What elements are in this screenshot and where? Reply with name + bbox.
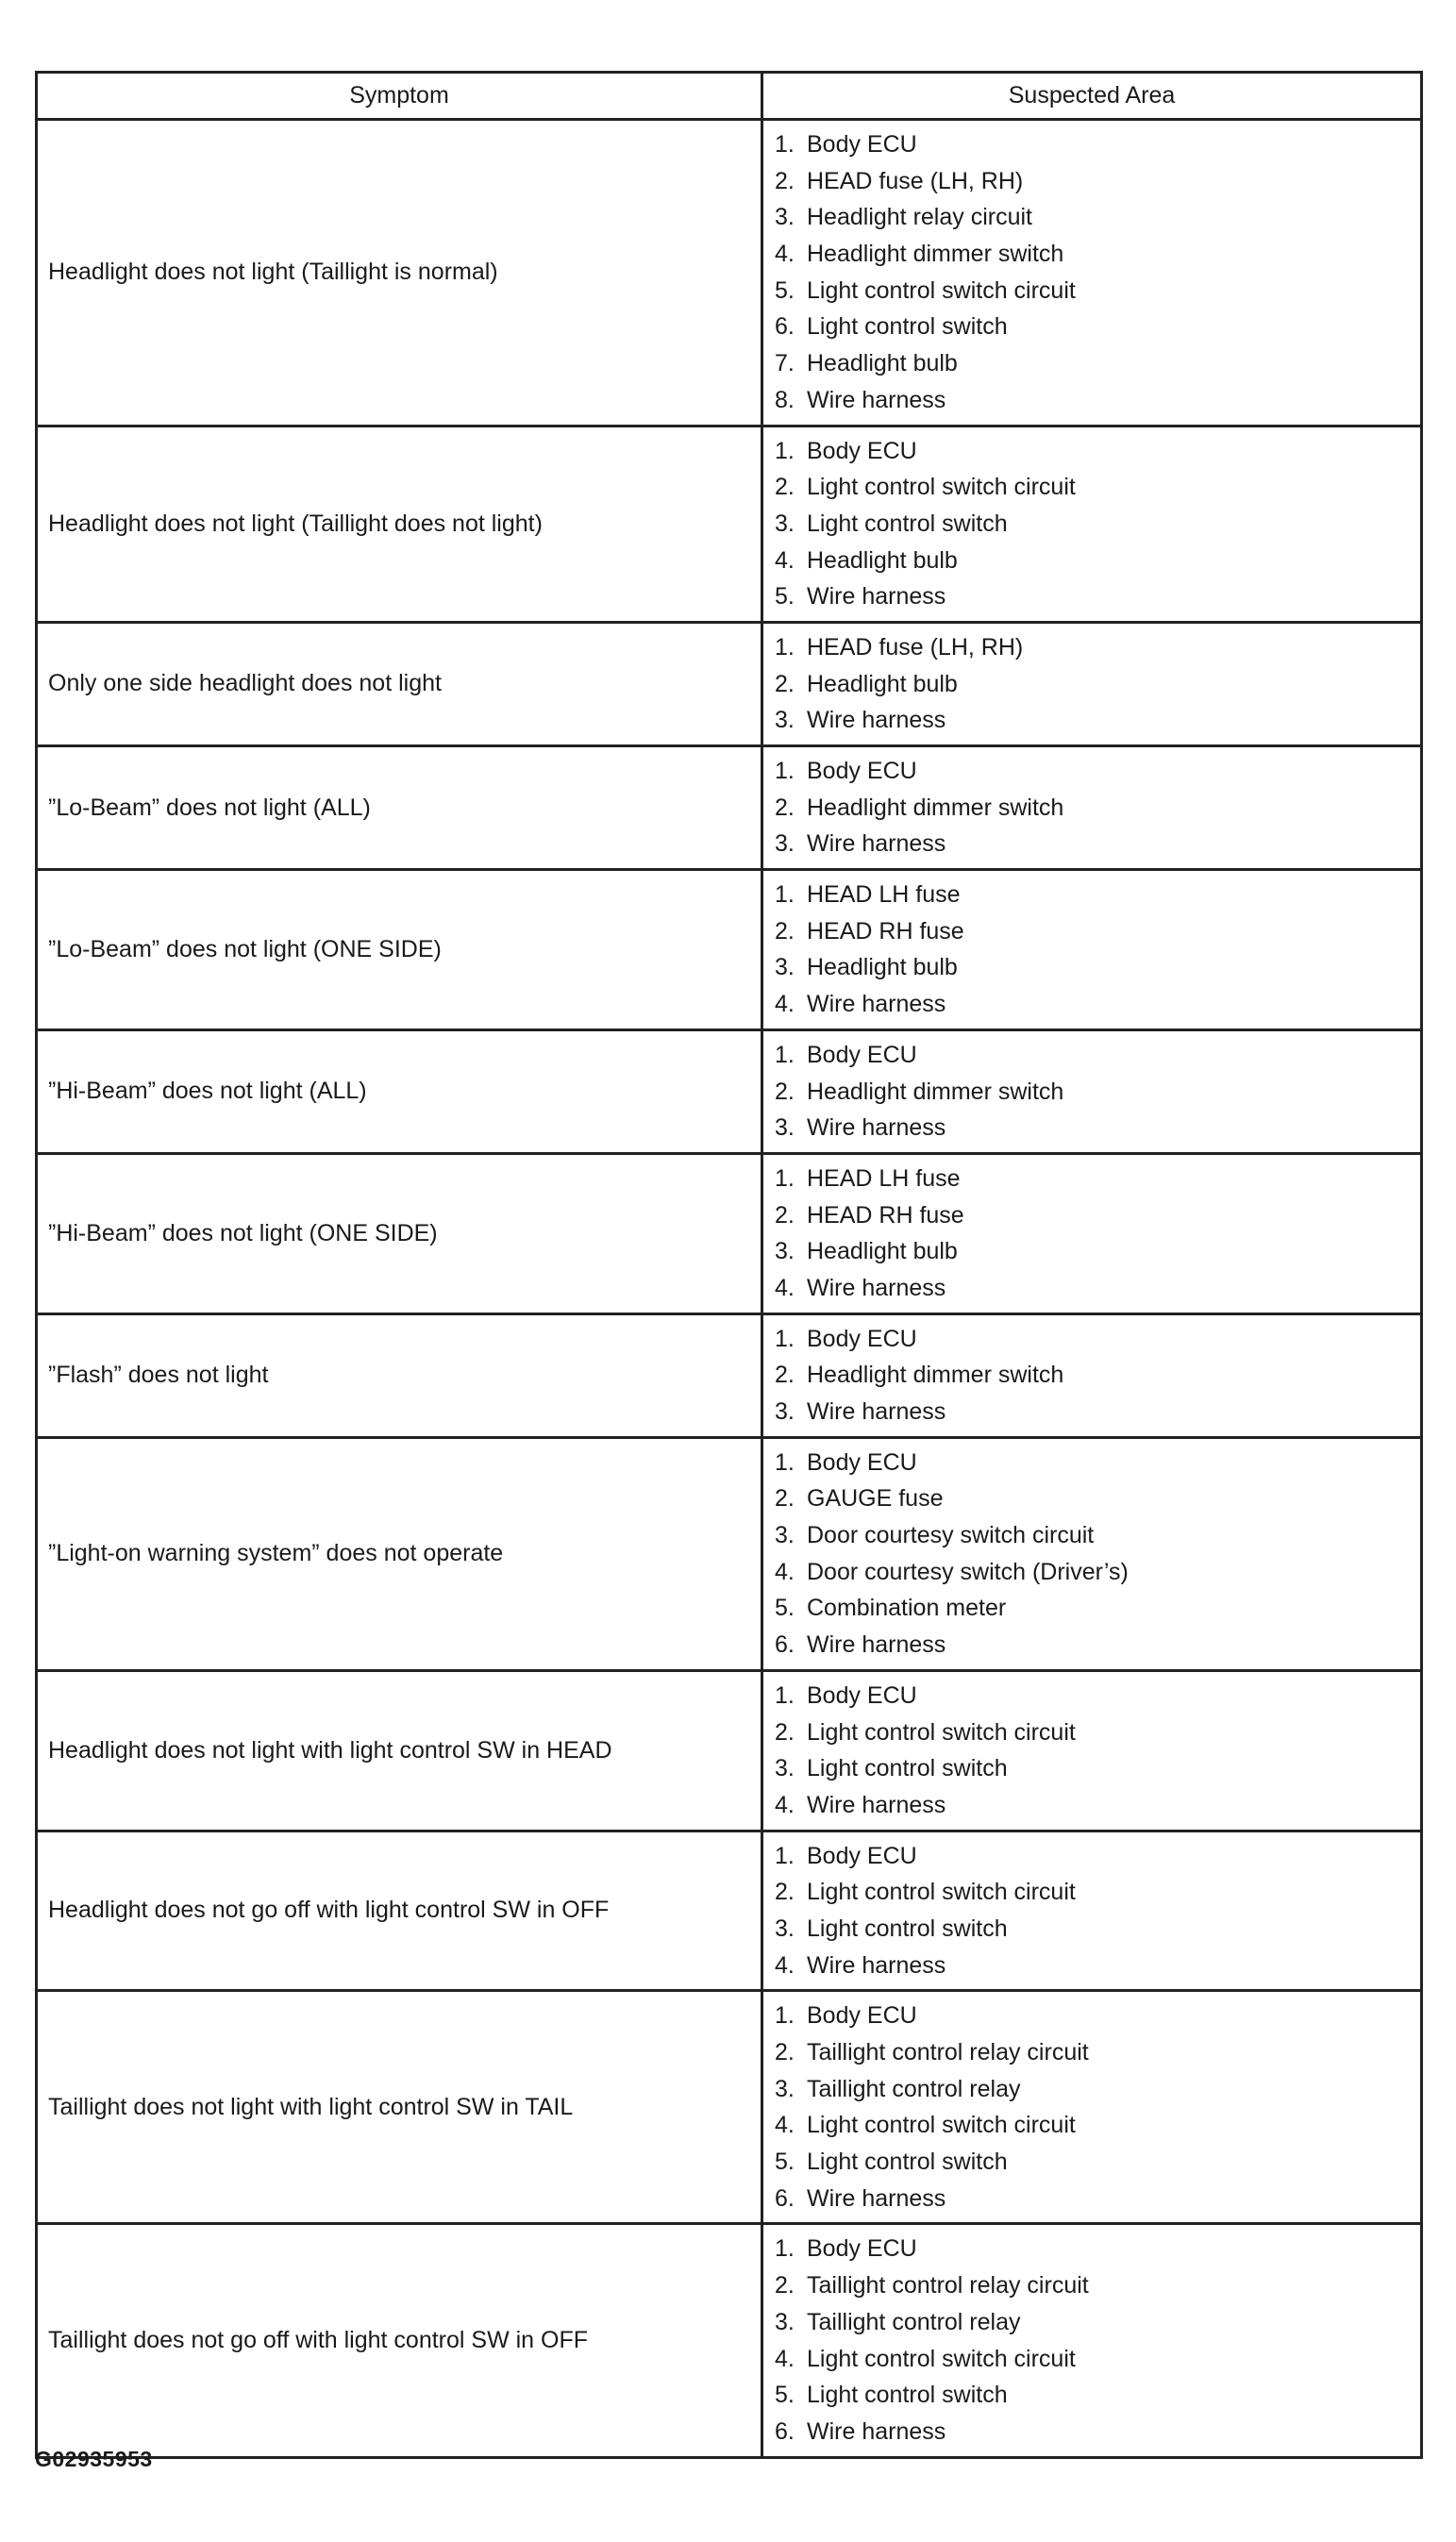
item-number: 2. (775, 670, 795, 697)
item-number: 4. (775, 546, 795, 574)
item-number: 2. (775, 1201, 795, 1229)
item-text: Wire harness (807, 2184, 946, 2212)
suspected-area-item (775, 1838, 1420, 1875)
suspected-area-item (775, 629, 1420, 666)
table-row (37, 1437, 1422, 1670)
item-number: 5. (775, 2149, 795, 2176)
item-number: 6. (775, 1631, 795, 1659)
item-text: Headlight bulb (807, 670, 958, 697)
item-text: Light control switch (807, 2382, 1008, 2409)
suspected-area-item (775, 2071, 1420, 2108)
item-text: Wire harness (807, 830, 946, 858)
item-text: Headlight dimmer switch (807, 1362, 1064, 1389)
suspected-area-item (775, 986, 1420, 1023)
item-text: Taillight control relay (807, 2075, 1021, 2102)
suspected-area-item (775, 506, 1420, 543)
suspected-area-item (775, 702, 1420, 739)
item-number: 2. (775, 1718, 795, 1746)
suspected-area-list (775, 1998, 1420, 2216)
suspected-area-item (775, 753, 1420, 790)
suspected-area-cell (762, 746, 1422, 870)
item-number: 1. (775, 437, 795, 464)
suspected-area-item (775, 1270, 1420, 1307)
item-number: 1. (775, 881, 795, 909)
item-number: 3. (775, 510, 795, 537)
suspected-area-list (775, 1161, 1420, 1307)
item-text: Taillight control relay (807, 2308, 1021, 2335)
item-number: 4. (775, 1274, 795, 1301)
item-number: 2. (775, 2272, 795, 2300)
item-number: 1. (775, 131, 795, 158)
item-text: Wire harness (807, 1274, 946, 1301)
symptom-cell: Headlight does not go off with light control SW in OFF (37, 1831, 762, 1991)
item-number: 3. (775, 2075, 795, 2102)
suspected-area-cell (762, 1670, 1422, 1831)
symptom-cell: Headlight does not light (Taillight is normal) (37, 120, 762, 426)
item-number: 6. (775, 2417, 795, 2445)
item-text: Taillight control relay circuit (807, 2272, 1089, 2300)
table-row (37, 2224, 1422, 2457)
suspected-area-item (775, 273, 1420, 309)
item-text: Body ECU (807, 1448, 917, 1476)
suspected-area-item (775, 1787, 1420, 1824)
item-number: 2. (775, 1879, 795, 1906)
item-number: 1. (775, 1681, 795, 1709)
item-text: Light control switch circuit (807, 1879, 1076, 1906)
item-number: 4. (775, 2112, 795, 2139)
item-text: Wire harness (807, 991, 946, 1018)
item-number: 2. (775, 2039, 795, 2065)
item-number: 2. (775, 1078, 795, 1105)
item-number: 5. (775, 1595, 795, 1622)
suspected-area-cell (762, 1029, 1422, 1153)
item-text: Body ECU (807, 758, 917, 784)
suspected-area-item (775, 1590, 1420, 1627)
item-text: Wire harness (807, 707, 946, 734)
item-number: 1. (775, 1448, 795, 1476)
symptom-cell: Headlight does not light with light control SW in HEAD (37, 1670, 762, 1831)
item-text: Light control switch (807, 510, 1008, 537)
item-text: Headlight bulb (807, 546, 958, 574)
item-number: 3. (775, 1238, 795, 1265)
figure-code: G02935953 (35, 2447, 153, 2471)
item-number: 4. (775, 1791, 795, 1818)
suspected-area-list (775, 1678, 1420, 1824)
suspected-area-item (775, 1554, 1420, 1591)
table-row (37, 1991, 1422, 2224)
suspected-area-item (775, 578, 1420, 615)
suspected-area-item (775, 1233, 1420, 1270)
item-number: 8. (775, 386, 795, 413)
item-text: HEAD fuse (LH, RH) (807, 633, 1024, 661)
problem-symptoms-table (35, 71, 1423, 2459)
item-number: 3. (775, 1522, 795, 1549)
suspected-area-item (775, 1161, 1420, 1197)
item-text: Wire harness (807, 1951, 946, 1979)
item-text: Body ECU (807, 1325, 917, 1352)
item-number: 1. (775, 758, 795, 784)
suspected-area-item (775, 913, 1420, 950)
suspected-area-item (775, 1037, 1420, 1074)
suspected-area-cell (762, 2224, 1422, 2457)
item-text: Light control switch circuit (807, 2112, 1076, 2139)
suspected-area-cell (762, 1991, 1422, 2224)
suspected-area-item (775, 433, 1420, 470)
item-text: Light control switch circuit (807, 474, 1076, 501)
item-number: 7. (775, 350, 795, 377)
suspected-area-item (775, 2414, 1420, 2450)
suspected-area-item (775, 877, 1420, 913)
item-text: HEAD LH fuse (807, 881, 961, 909)
suspected-area-item (775, 1627, 1420, 1664)
item-text: Headlight bulb (807, 954, 958, 981)
item-text: Body ECU (807, 1842, 917, 1869)
item-text: Headlight relay circuit (807, 204, 1032, 231)
item-number: 3. (775, 830, 795, 858)
symptom-cell: ”Light-on warning system” does not operate (37, 1437, 762, 1670)
item-number: 2. (775, 1362, 795, 1389)
item-text: Headlight dimmer switch (807, 241, 1064, 268)
suspected-area-item (775, 2144, 1420, 2181)
item-text: Wire harness (807, 1791, 946, 1818)
suspected-area-item (775, 2107, 1420, 2144)
suspected-area-item (775, 543, 1420, 579)
item-number: 4. (775, 1558, 795, 1585)
item-number: 1. (775, 633, 795, 661)
item-text: Wire harness (807, 1398, 946, 1425)
table-header-row (37, 73, 1422, 120)
item-text: Headlight dimmer switch (807, 1078, 1064, 1105)
suspected-area-item (775, 2267, 1420, 2304)
symptom-column-header: Symptom (37, 73, 762, 120)
suspected-area-item (775, 2181, 1420, 2217)
item-number: 4. (775, 2345, 795, 2372)
item-number: 4. (775, 1951, 795, 1979)
item-text: Wire harness (807, 583, 946, 610)
item-text: Headlight bulb (807, 350, 958, 377)
item-text: Wire harness (807, 1114, 946, 1142)
suspected-area-item (775, 1445, 1420, 1481)
table-row (37, 1029, 1422, 1153)
item-number: 2. (775, 794, 795, 821)
suspected-area-list (775, 1037, 1420, 1146)
table-row (37, 622, 1422, 745)
suspected-area-item (775, 1874, 1420, 1911)
suspected-area-list (775, 2231, 1420, 2450)
suspected-area-item (775, 163, 1420, 200)
item-text: Light control switch circuit (807, 1718, 1076, 1746)
item-number: 4. (775, 241, 795, 268)
suspected-area-list (775, 629, 1420, 739)
item-text: Headlight bulb (807, 1238, 958, 1265)
suspected-area-item (775, 1110, 1420, 1146)
troubleshooting-table-container (35, 71, 1420, 2459)
item-number: 2. (775, 917, 795, 945)
suspected-area-list (775, 433, 1420, 615)
suspected-area-item (775, 1911, 1420, 1948)
item-number: 1. (775, 1164, 795, 1192)
suspected-area-list (775, 753, 1420, 862)
item-number: 1. (775, 2002, 795, 2030)
suspected-area-cell (762, 120, 1422, 426)
suspected-area-item (775, 1750, 1420, 1787)
suspected-area-item (775, 1948, 1420, 1984)
item-number: 3. (775, 954, 795, 981)
suspected-area-item (775, 1998, 1420, 2034)
suspected-area-list (775, 877, 1420, 1023)
item-text: Light control switch circuit (807, 2345, 1076, 2372)
suspected-area-list (775, 126, 1420, 419)
table-row (37, 870, 1422, 1030)
item-number: 3. (775, 204, 795, 231)
suspected-area-list (775, 1838, 1420, 1984)
suspected-area-item (775, 949, 1420, 986)
item-number: 3. (775, 1114, 795, 1142)
suspected-area-cell (762, 1153, 1422, 1313)
item-text: Wire harness (807, 386, 946, 413)
suspected-area-item (775, 1678, 1420, 1714)
suspected-area-item (775, 2231, 1420, 2267)
item-text: Body ECU (807, 131, 917, 158)
item-number: 4. (775, 991, 795, 1018)
suspected-area-item (775, 2034, 1420, 2071)
item-text: Combination meter (807, 1595, 1007, 1622)
item-text: Body ECU (807, 2002, 917, 2030)
item-number: 3. (775, 1755, 795, 1782)
item-text: Body ECU (807, 437, 917, 464)
table-row (37, 426, 1422, 622)
suspected-area-list (775, 1445, 1420, 1664)
suspected-area-item (775, 1074, 1420, 1111)
suspected-area-item (775, 469, 1420, 506)
item-number: 3. (775, 1398, 795, 1425)
suspected-area-item (775, 382, 1420, 419)
suspected-area-cell (762, 1831, 1422, 1991)
symptom-cell: ”Lo-Beam” does not light (ONE SIDE) (37, 870, 762, 1030)
item-text: HEAD fuse (LH, RH) (807, 167, 1024, 194)
table-body (37, 120, 1422, 2458)
suspected-area-cell (762, 622, 1422, 745)
suspected-area-item (775, 1480, 1420, 1517)
item-number: 6. (775, 2184, 795, 2212)
suspected-area-item (775, 1321, 1420, 1358)
table-row (37, 1153, 1422, 1313)
item-number: 3. (775, 707, 795, 734)
item-text: HEAD RH fuse (807, 1201, 964, 1229)
item-text: Light control switch (807, 1915, 1008, 1942)
suspected-area-item (775, 345, 1420, 382)
suspected-area-item (775, 790, 1420, 827)
item-text: Light control switch (807, 2149, 1008, 2176)
suspected-area-cell (762, 1313, 1422, 1437)
item-number: 1. (775, 2235, 795, 2263)
item-number: 5. (775, 583, 795, 610)
item-number: 1. (775, 1325, 795, 1352)
suspected-area-item (775, 1714, 1420, 1751)
item-text: HEAD LH fuse (807, 1164, 961, 1192)
item-text: Wire harness (807, 2417, 946, 2445)
item-number: 1. (775, 1041, 795, 1068)
table-row (37, 1670, 1422, 1831)
suspected-area-item (775, 666, 1420, 703)
table-row (37, 746, 1422, 870)
table-row (37, 1831, 1422, 1991)
suspected-area-item (775, 126, 1420, 163)
suspected-area-item (775, 826, 1420, 862)
item-text: Wire harness (807, 1631, 946, 1659)
suspected-area-item (775, 236, 1420, 273)
symptom-cell: Only one side headlight does not light (37, 622, 762, 745)
item-number: 3. (775, 2308, 795, 2335)
symptom-cell: Taillight does not go off with light control SW in OFF (37, 2224, 762, 2457)
item-text: Light control switch (807, 313, 1008, 341)
item-number: 5. (775, 276, 795, 304)
symptom-cell: ”Flash” does not light (37, 1313, 762, 1437)
suspected-area-item (775, 309, 1420, 345)
symptom-cell: Taillight does not light with light control SW in TAIL (37, 1991, 762, 2224)
item-text: Body ECU (807, 2235, 917, 2263)
symptom-cell: ”Hi-Beam” does not light (ONE SIDE) (37, 1153, 762, 1313)
item-number: 1. (775, 1842, 795, 1869)
suspected-area-item (775, 2377, 1420, 2414)
item-number: 3. (775, 1915, 795, 1942)
symptom-cell: Headlight does not light (Taillight does not light) (37, 426, 762, 622)
item-text: Light control switch circuit (807, 276, 1076, 304)
table-row (37, 1313, 1422, 1437)
item-number: 5. (775, 2382, 795, 2409)
suspected-area-item (775, 1197, 1420, 1234)
suspected-area-item (775, 1394, 1420, 1430)
symptom-cell: ”Hi-Beam” does not light (ALL) (37, 1029, 762, 1153)
item-number: 2. (775, 1485, 795, 1513)
item-text: Taillight control relay circuit (807, 2039, 1089, 2065)
item-text: Light control switch (807, 1755, 1008, 1782)
suspected-area-item (775, 199, 1420, 236)
item-number: 6. (775, 313, 795, 341)
item-text: GAUGE fuse (807, 1485, 944, 1513)
item-number: 2. (775, 167, 795, 194)
suspected-area-column-header: Suspected Area (762, 73, 1422, 120)
suspected-area-item (775, 2304, 1420, 2341)
item-text: Body ECU (807, 1681, 917, 1709)
suspected-area-item (775, 1517, 1420, 1554)
symptom-cell: ”Lo-Beam” does not light (ALL) (37, 746, 762, 870)
item-text: Door courtesy switch circuit (807, 1522, 1095, 1549)
item-number: 2. (775, 474, 795, 501)
suspected-area-item (775, 2341, 1420, 2378)
item-text: HEAD RH fuse (807, 917, 964, 945)
item-text: Body ECU (807, 1041, 917, 1068)
item-text: Headlight dimmer switch (807, 794, 1064, 821)
table-row (37, 120, 1422, 426)
suspected-area-list (775, 1321, 1420, 1430)
item-text: Door courtesy switch (Driver’s) (807, 1558, 1129, 1585)
suspected-area-cell (762, 870, 1422, 1030)
suspected-area-item (775, 1357, 1420, 1394)
suspected-area-cell (762, 426, 1422, 622)
suspected-area-cell (762, 1437, 1422, 1670)
